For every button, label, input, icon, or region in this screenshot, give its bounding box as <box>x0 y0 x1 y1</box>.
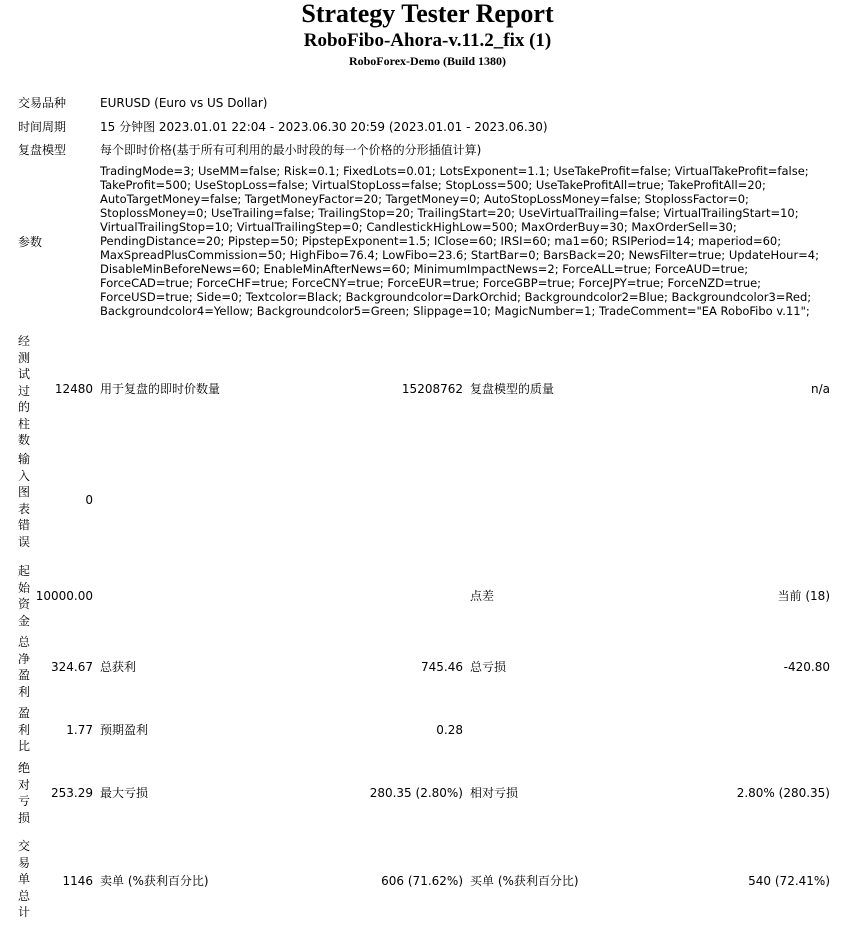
report-title: Strategy Tester Report <box>301 0 554 28</box>
bars-value: 12480 <box>54 382 93 396</box>
gross-profit-value: 745.46 <box>421 660 463 674</box>
max-drawdown-value: 280.35 (2.80%) <box>369 786 463 800</box>
total-trades-label: 交易单总计 <box>18 839 31 919</box>
long-positions-label: 买单 (%获利百分比) <box>470 874 579 888</box>
errors-value: 0 <box>85 493 93 507</box>
params-value: TradingMode=3; UseMM=false; Risk=0.1; FixedLots=0.01; LotsExponent=1.1; UseTakeProfit=false; VirtualTakeProfit=false; TakeProfit=500; UseStopLoss=false; VirtualStopLoss=false; StopLoss=500; UseTakeProfitAll=true; TakeProfitAll=20; AutoTargetMoney=false; TargetMoneyFactor=20; TargetMoney=0; AutoStopLossMoney=false; StoplossFactor=0; StoplossMoney=0; UseTrailing=false; TrailingStop=20; TrailingStart=20; UseVirtualTrailing=false; VirtualTrailingStart=10; VirtualTrailingStop=10; VirtualTrailingStep=0; CandlestickHighLow=500; MaxOrderBuy=30; MaxOrderSell=30; PendingDistance=20; Pipstep=50; PipstepExponent=1.5; IClose=60; IRSI=60; ma1=60; RSIPeriod=14; maperiod=60; MaxSpreadPlusCommission=50; HighFibo=76.4; LowFibo=23.6; StartBar=0; BarsBack=20; NewsFilter=true; UpdateHour=4; DisableMinBeforeNews=60; EnableMinAfterNews=60; MinimumImpactNews=2; ForceALL=true; ForceAUD=true; ForceCAD=true; ForceCHF=true; ForceCNY=true; ForceEUR=true; ForceGBP=true; ForceJPY=true; ForceNZD=true; ForceUSD=true; Side=0; Textcolor=Black; Backgroundcolor=DarkOrchid; Backgroundcolor2=Blue; Backgroundcolor3=Red; Backgroundcolor4=Yellow; Backgroundcolor5=Green; Slippage=10; MagicNumber=1; TradeComment="EA RoboFibo v.11"; <box>100 164 819 318</box>
symbol-value: EURUSD (Euro vs US Dollar) <box>100 96 268 110</box>
gross-profit-label: 总获利 <box>100 660 137 674</box>
net-profit-label: 总净盈利 <box>18 635 31 699</box>
abs-drawdown-label: 绝对亏损 <box>18 761 31 825</box>
payoff-label: 预期盈利 <box>100 723 149 737</box>
deposit-label: 起始资金 <box>18 564 31 628</box>
profit-factor-label: 盈利比 <box>18 706 31 753</box>
model-value: 每个即时价格(基于所有可利用的最小时段的每一个价格的分形插值计算) <box>100 143 482 157</box>
spread-value: 当前 (18) <box>777 589 830 603</box>
profit-factor-value: 1.77 <box>66 723 93 737</box>
payoff-value: 0.28 <box>436 723 463 737</box>
short-positions-label: 卖单 (%获利百分比) <box>100 874 209 888</box>
short-positions-value: 606 (71.62%) <box>381 874 463 888</box>
symbol-label: 交易品种 <box>18 96 67 110</box>
ticks-value: 15208762 <box>401 382 463 396</box>
max-drawdown-label: 最大亏损 <box>100 786 149 800</box>
quality-value: n/a <box>810 382 830 396</box>
quality-label: 复盘模型的质量 <box>470 382 555 396</box>
ticks-label: 用于复盘的即时价数量 <box>100 382 221 396</box>
net-profit-value: 324.67 <box>51 660 93 674</box>
params-label: 参数 <box>18 235 43 249</box>
period-label: 时间周期 <box>18 120 67 134</box>
expert-name: RoboFibo-Ahora-v.11.2_fix (1) <box>303 30 552 51</box>
server-build: RoboForex-Demo (Build 1380) <box>348 54 507 68</box>
errors-label: 输入图表错误 <box>18 452 31 549</box>
deposit-value: 10000.00 <box>35 589 93 603</box>
long-positions-value: 540 (72.41%) <box>748 874 830 888</box>
period-value: 15 分钟图 2023.01.01 22:04 - 2023.06.30 20:59 (2023.01.01 - 2023.06.30) <box>100 120 548 134</box>
abs-drawdown-value: 253.29 <box>51 786 93 800</box>
gross-loss-label: 总亏损 <box>470 660 507 674</box>
model-label: 复盘模型 <box>18 143 67 157</box>
spread-label: 点差 <box>470 589 495 603</box>
rel-drawdown-label: 相对亏损 <box>470 786 519 800</box>
total-trades-value: 1146 <box>62 874 93 888</box>
gross-loss-value: -420.80 <box>783 660 830 674</box>
bars-label: 经测试过的柱数 <box>18 334 31 447</box>
rel-drawdown-value: 2.80% (280.35) <box>736 786 830 800</box>
